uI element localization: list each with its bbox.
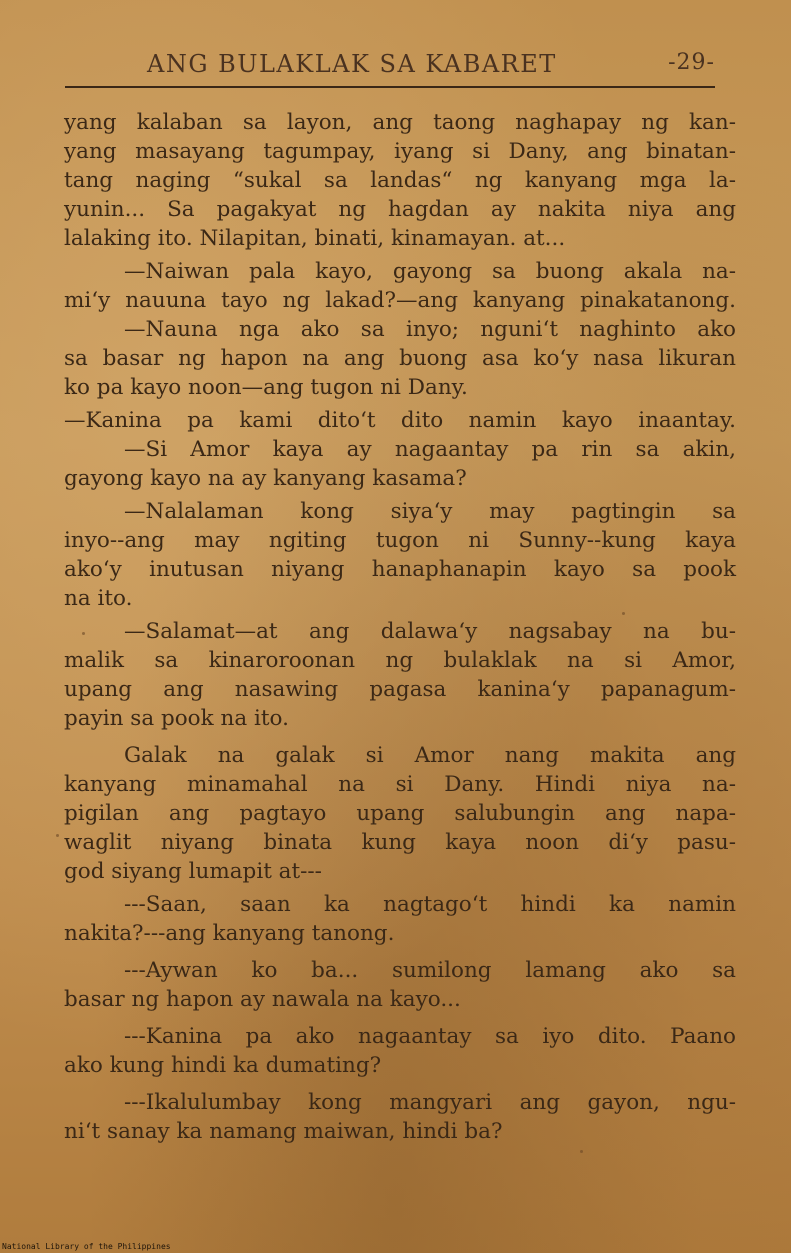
paper-speck: [580, 1150, 583, 1153]
header-rule: [65, 86, 715, 88]
text-line: —Naiwan pala kayo, gayong sa buong akala na-: [124, 259, 736, 284]
text-line: ko pa kayo noon—ang tugon ni Dany.: [64, 375, 468, 400]
text-line: ni‘t sanay ka namang maiwan, hindi ba?: [64, 1119, 503, 1144]
text-line: ---Ikalulumbay kong mangyari ang gayon, ngu-: [124, 1090, 736, 1115]
text-line: gayong kayo na ay kanyang kasama?: [64, 466, 467, 491]
text-line: yang kalaban sa layon, ang taong naghapay ng kan-: [64, 110, 736, 135]
paper-speck: [82, 632, 85, 635]
text-line: sa basar ng hapon na ang buong asa ko‘y nasa likuran: [64, 346, 736, 371]
text-line: Galak na galak si Amor nang makita ang: [124, 743, 736, 768]
text-line: ako kung hindi ka dumating?: [64, 1053, 382, 1078]
text-line: —Kanina pa kami dito‘t dito namin kayo inaantay.: [64, 408, 736, 433]
text-line: —Si Amor kaya ay nagaantay pa rin sa akin,: [124, 437, 736, 462]
paper-speck: [56, 834, 59, 837]
text-line: pigilan ang pagtayo upang salubungin ang napa-: [64, 801, 736, 826]
body-text: [64, 108, 736, 1146]
text-line: ---Aywan ko ba... sumilong lamang ako sa: [124, 958, 736, 983]
text-line: —Nauna nga ako sa inyo; nguni‘t naghinto ako: [124, 317, 736, 342]
text-line: tang naging “sukal sa landas“ ng kanyang mga la-: [64, 168, 736, 193]
text-line: yang masayang tagumpay, iyang si Dany, ang binatan-: [64, 139, 736, 164]
footer-credit: National Library of the Philippines: [2, 1242, 171, 1251]
text-line: ---Kanina pa ako nagaantay sa iyo dito. Paano: [124, 1024, 736, 1049]
text-line: waglit niyang binata kung kaya noon di‘y pasu-: [64, 830, 736, 855]
paper-speck: [622, 612, 625, 615]
text-line: upang ang nasawing pagasa kanina‘y papanagum-: [64, 677, 736, 702]
text-line: na ito.: [64, 586, 133, 611]
page-header: [65, 44, 715, 84]
running-title: ANG BULAKLAK SA KABARET: [147, 50, 557, 78]
text-line: —Salamat—at ang dalawa‘y nagsabay na bu-: [124, 619, 736, 644]
text-line: nakita?---ang kanyang tanong.: [64, 921, 395, 946]
text-line: basar ng hapon ay nawala na kayo...: [64, 987, 461, 1012]
text-line: yunin... Sa pagakyat ng hagdan ay nakita niya ang: [64, 197, 736, 222]
text-line: god siyang lumapit at---: [64, 859, 322, 884]
text-line: ako‘y inutusan niyang hanaphanapin kayo sa pook: [64, 557, 736, 582]
text-line: inyo--ang may ngiting tugon ni Sunny--kung kaya: [64, 528, 736, 553]
page-number: -29-: [668, 50, 715, 75]
text-line: kanyang minamahal na si Dany. Hindi niya na-: [64, 772, 736, 797]
text-line: malik sa kinaroroonan ng bulaklak na si Amor,: [64, 648, 736, 673]
text-line: payin sa pook na ito.: [64, 706, 289, 731]
text-line: mi‘y nauuna tayo ng lakad?—ang kanyang pinakatanong.: [64, 288, 736, 313]
text-line: —Nalalaman kong siya‘y may pagtingin sa: [124, 499, 736, 524]
text-line: lalaking ito. Nilapitan, binati, kinamayan. at...: [64, 226, 566, 251]
text-line: ---Saan, saan ka nagtago‘t hindi ka namin: [124, 892, 736, 917]
